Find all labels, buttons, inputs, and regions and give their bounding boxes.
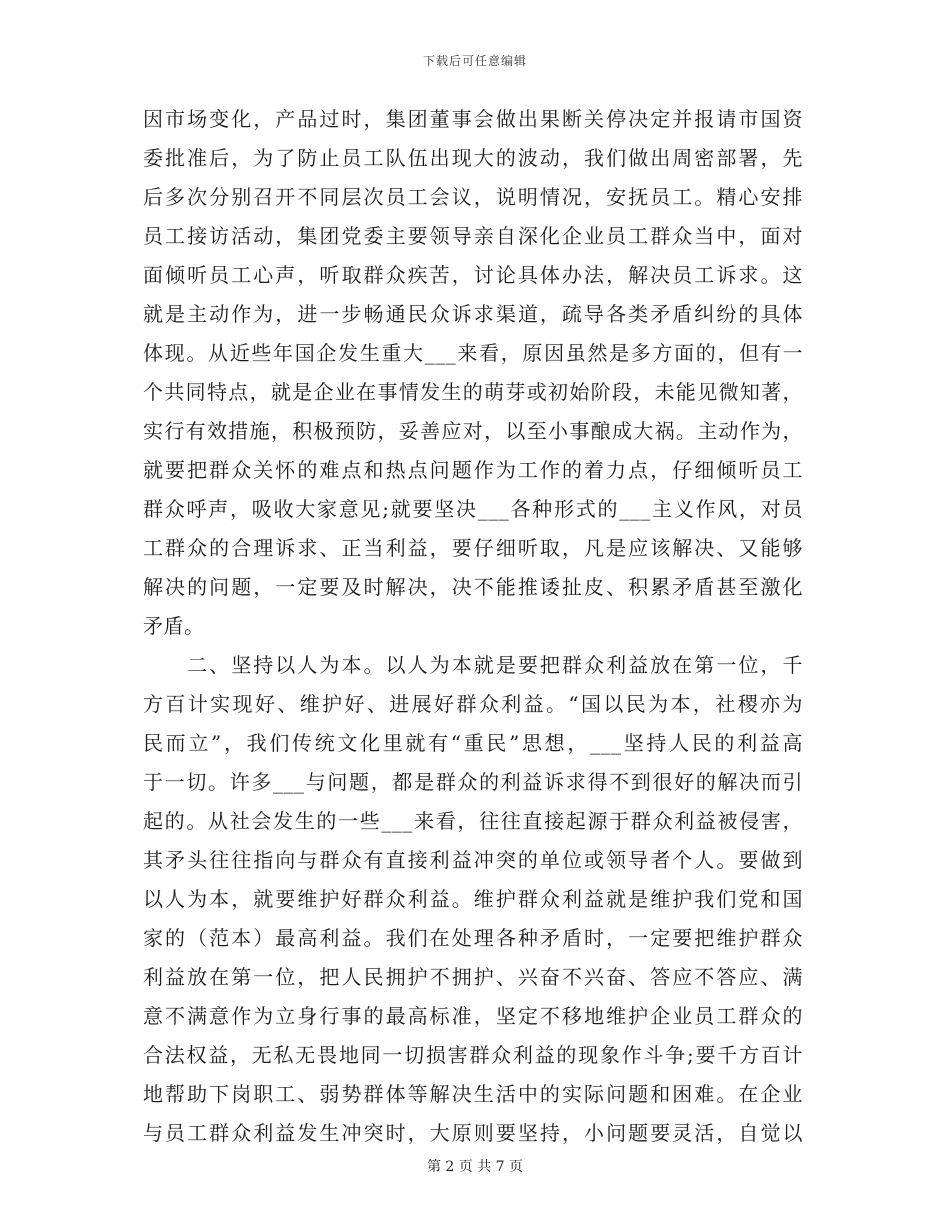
text-line: 因市场变化，产品过时，集团董事会做出果断关停决定并报请市国资	[143, 107, 803, 131]
text-line: 后多次分别召开不同层次员工会议，说明情况，安抚员工。精心安排	[143, 185, 803, 209]
text-line: 矛盾。	[143, 614, 205, 638]
text-line: 面倾听员工心声，听取群众疾苦，讨论具体办法，解决员工诉求。这	[143, 263, 803, 287]
text-line: 方百计实现好、维护好、进展好群众利益。“国以民为本，社稷亦为	[143, 692, 803, 716]
text-line: 委批准后，为了防止员工队伍出现大的波动，我们做出周密部署，先	[143, 146, 803, 170]
text-line: 解决的问题，一定要及时解决，决不能推诿扯皮、积累矛盾甚至激化	[143, 575, 803, 599]
page-header: 下载后可任意编辑	[422, 54, 527, 68]
text-line: 家的（范本）最高利益。我们在处理各种矛盾时，一定要把维护群众	[143, 926, 803, 950]
text-line: 地帮助下岗职工、弱势群体等解决生活中的实际问题和困难。在企业	[143, 1082, 803, 1106]
text-line: 体现。从近些年国企发生重大___来看，原因虽然是多方面的，但有一	[143, 341, 803, 365]
text-line: 二、坚持以人为本。以人为本就是要把群众利益放在第一位，千	[143, 653, 803, 677]
text-line: 其矛头往往指向与群众有直接利益冲突的单位或领导者个人。要做到	[143, 848, 803, 872]
text-line: 合法权益，无私无畏地同一切损害群众利益的现象作斗争;要千方百计	[143, 1043, 803, 1067]
text-line: 员工接访活动，集团党委主要领导亲自深化企业员工群众当中，面对	[143, 224, 803, 248]
text-line: 民而立”，我们传统文化里就有“重民”思想，___坚持人民的利益高	[143, 731, 803, 755]
text-line: 群众呼声，吸收大家意见;就要坚决___各种形式的___主义作风，对员	[143, 497, 803, 521]
text-line: 实行有效措施，积极预防，妥善应对，以至小事酿成大祸。主动作为，	[143, 419, 803, 443]
text-line: 个共同特点，就是企业在事情发生的萌芽或初始阶段，未能见微知著，	[143, 380, 803, 404]
text-line: 于一切。许多___与问题，都是群众的利益诉求得不到很好的解决而引	[143, 770, 803, 794]
text-line: 以人为本，就要维护好群众利益。维护群众利益就是维护我们党和国	[143, 887, 803, 911]
document-body	[143, 100, 803, 1153]
text-line: 利益放在第一位，把人民拥护不拥护、兴奋不兴奋、答应不答应、满	[143, 965, 803, 989]
text-line: 与员工群众利益发生冲突时，大原则要坚持，小问题要灵活，自觉以	[143, 1121, 803, 1145]
text-line: 意不满意作为立身行事的最高标准，坚定不移地维护企业员工群众的	[143, 1004, 803, 1028]
page-number: 第 2 页 共 7 页	[426, 1159, 524, 1175]
text-line: 就要把群众关怀的难点和热点问题作为工作的着力点，仔细倾听员工	[143, 458, 803, 482]
text-line: 就是主动作为，进一步畅通民众诉求渠道，疏导各类矛盾纠纷的具体	[143, 302, 803, 326]
text-line: 工群众的合理诉求、正当利益，要仔细听取，凡是应该解决、又能够	[143, 536, 803, 560]
text-line: 起的。从社会发生的一些___来看，往往直接起源于群众利益被侵害，	[143, 809, 803, 833]
